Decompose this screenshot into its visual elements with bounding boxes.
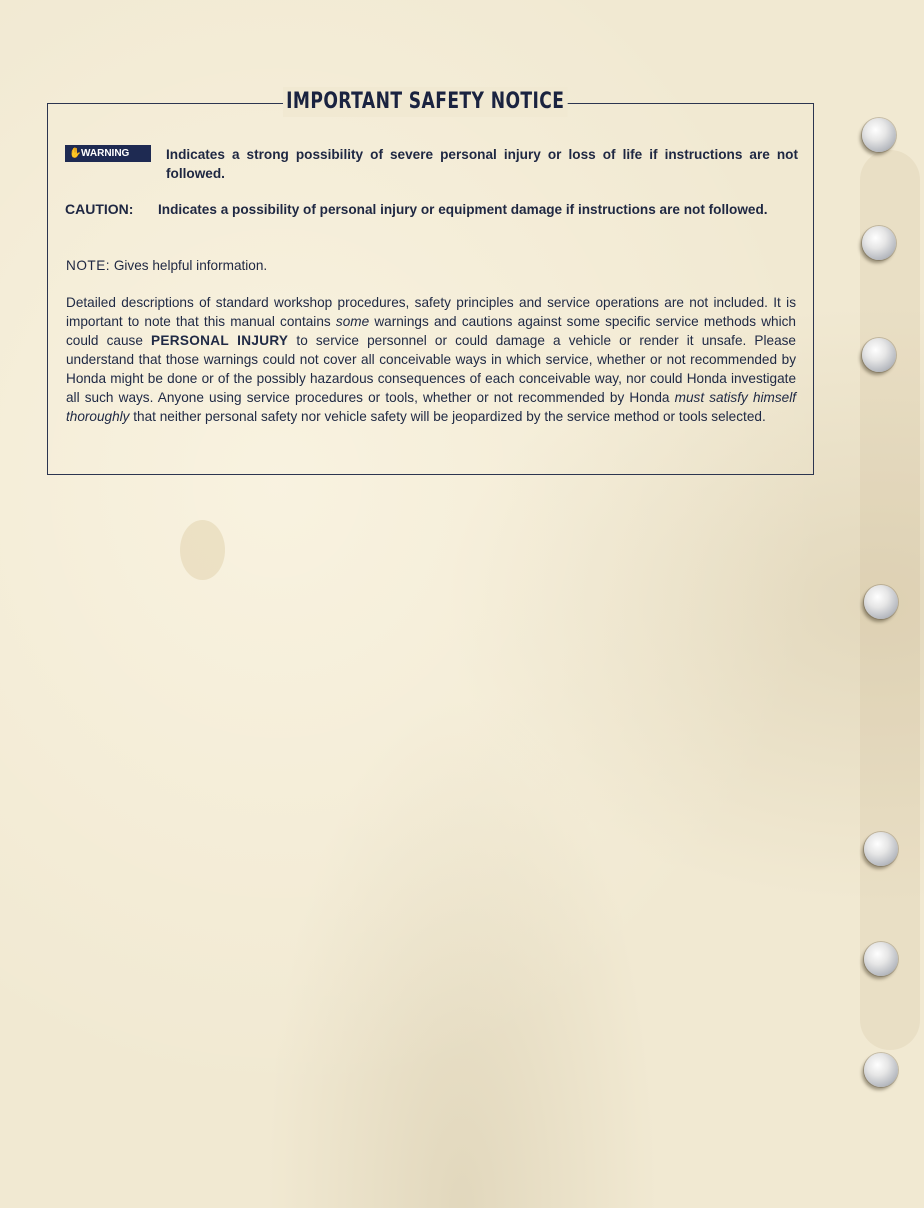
paper-stain [180, 520, 225, 580]
paragraph-emphasis: must satisfy himself thoroughly [66, 390, 797, 424]
paragraph-emphasis: some [335, 314, 370, 329]
binder-hole [864, 585, 898, 619]
note-label: NOTE: [66, 258, 111, 273]
caution-description: Indicates a possibility of personal injury or equipment damage if instructions are not followed. [158, 202, 768, 217]
paragraph-text: warnings and cautions against some specific service methods which could cause [66, 314, 796, 348]
binder-hole [862, 118, 896, 152]
note-line [66, 256, 267, 275]
binder-hole [864, 942, 898, 976]
warning-badge-label: WARNING [81, 148, 130, 159]
notice-title: IMPORTANT SAFETY NOTICE [283, 87, 568, 117]
binder-hole [862, 338, 896, 372]
paragraph-text: Detailed descriptions of standard workshop procedures, safety principles and service operations are not included. It is important to note that this manual contains [66, 295, 796, 329]
note-description: Gives helpful information. [113, 258, 268, 273]
warning-badge [65, 145, 151, 162]
caution-label: CAUTION: [65, 201, 134, 217]
binder-hole [864, 1053, 898, 1087]
paragraph-text: that neither personal safety nor vehicle safety will be jeopardized by the service method or tools selected. [129, 409, 766, 424]
paragraph-strong: PERSONAL INJURY [151, 333, 289, 348]
hand-icon: ✋ [69, 148, 82, 159]
paragraph-text: to service personnel or could damage a vehicle or render it unsafe. Please understand that those warnings could not cover all conceivable ways in which service, whether or not recommended by Honda might be done or of the possibly hazardous consequences of each conceivable way, nor could Honda investigate all such ways. Anyone using service procedures or tools, whether or not recommended by Honda [66, 333, 796, 405]
warning-description: Indicates a strong possibility of severe personal injury or loss of life if instructions are not followed. [166, 147, 798, 181]
binder-hole [864, 832, 898, 866]
binder-hole [862, 226, 896, 260]
safety-paragraph [66, 293, 796, 426]
